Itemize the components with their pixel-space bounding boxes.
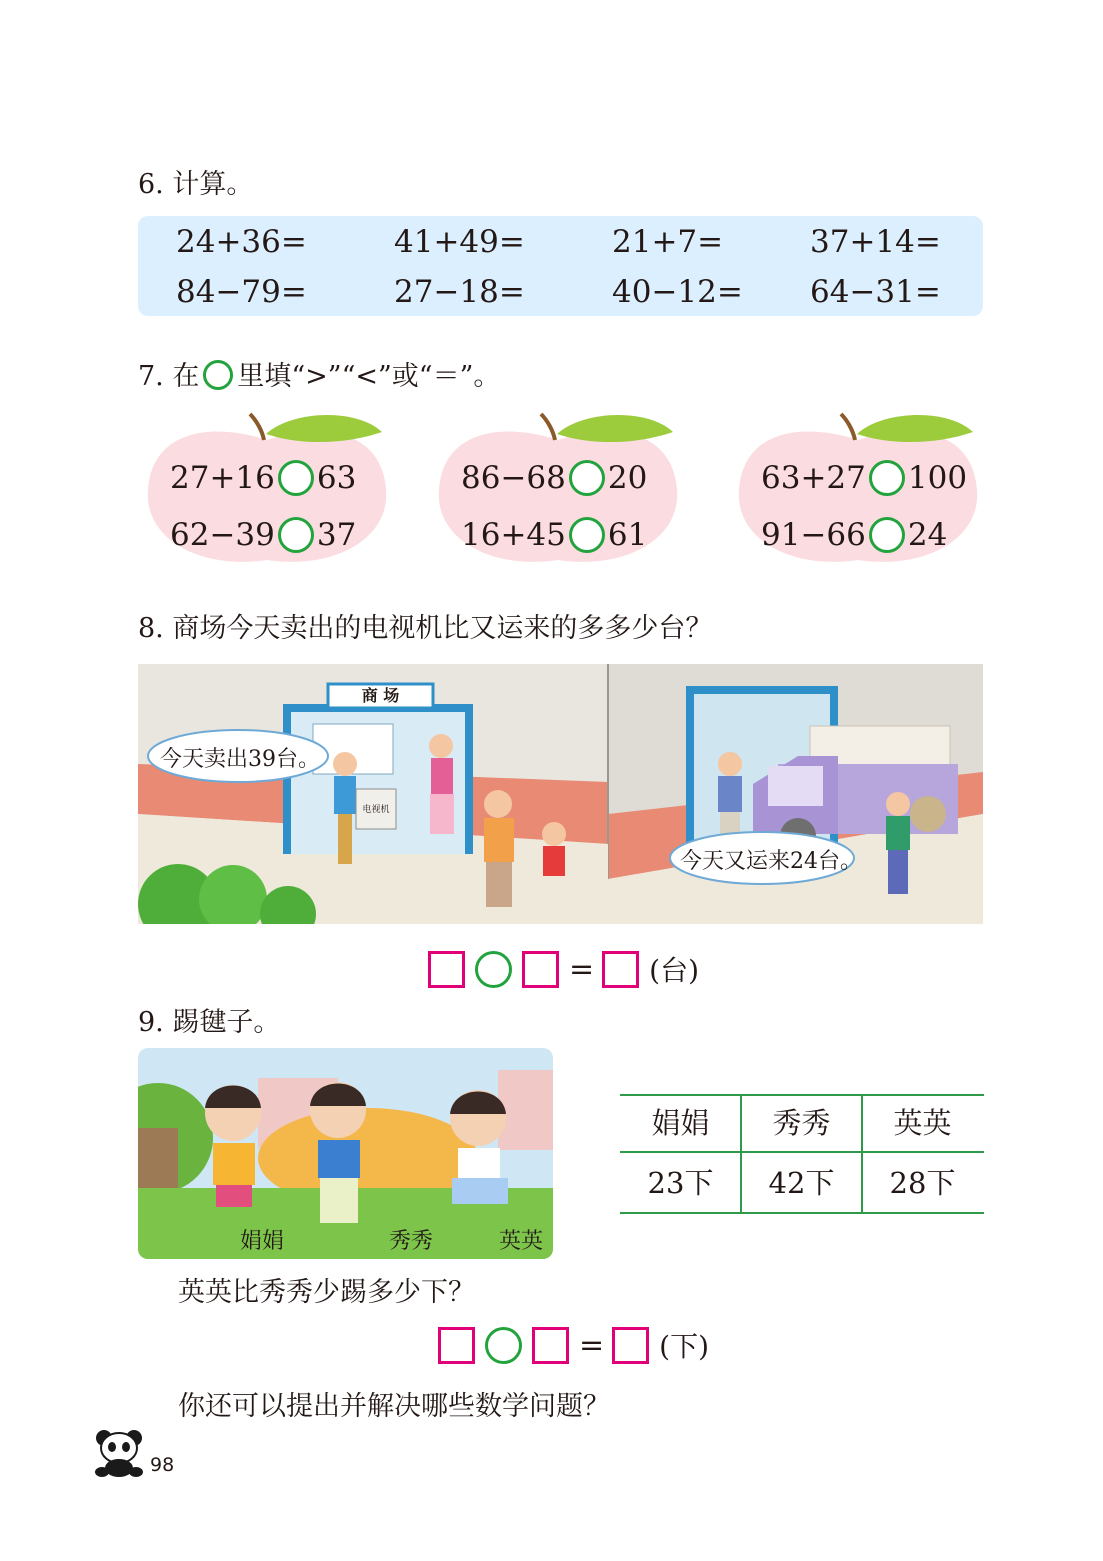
table-header: 秀秀 (772, 1106, 831, 1140)
score-table (620, 1094, 984, 1214)
q7-title-suffix: 里填“>”“<”或“＝”。 (237, 361, 501, 392)
q7-title (138, 360, 500, 394)
expression: 62−39 (170, 517, 275, 553)
calc-item: 41+49= (394, 224, 525, 260)
compare-value: 100 (907, 460, 968, 496)
panda-icon (92, 1428, 148, 1478)
table-cell: 42下 (768, 1166, 835, 1200)
mall-scene-drawing (138, 664, 983, 924)
expression: 63+27 (761, 460, 866, 496)
table-cell: 28下 (889, 1166, 956, 1200)
compare-value: 20 (607, 460, 648, 496)
expression: 91−66 (761, 517, 866, 553)
table-header: 娟娟 (651, 1106, 710, 1140)
compare-value: 61 (607, 517, 648, 553)
answer-box[interactable] (602, 951, 639, 988)
q9-answer-equation (438, 1325, 709, 1365)
q9-title: 9. 踢毽子。 (138, 1007, 281, 1038)
table-cell: 23下 (647, 1166, 714, 1200)
calc-panel (138, 216, 983, 316)
apple-card (142, 410, 392, 570)
unit-label: (下) (659, 1330, 709, 1363)
compare-value: 63 (316, 460, 357, 496)
circle-icon (203, 360, 233, 390)
speech-bubble-delivered: 今天又运来24台。 (680, 849, 862, 874)
unit-label: (台) (649, 954, 699, 987)
calc-item: 21+7= (612, 224, 724, 260)
kid-label: 英英 (499, 1229, 544, 1254)
q6-title: 6. 计算。 (138, 169, 254, 200)
q9-followup: 你还可以提出并解决哪些数学问题？ (178, 1391, 610, 1422)
kid-label: 秀秀 (389, 1229, 434, 1254)
q9-question: 英英比秀秀少踢多少下？ (178, 1277, 475, 1308)
expression: 27+16 (170, 460, 275, 496)
q7-title-prefix: 7. 在 (138, 361, 200, 392)
q8-title: 8. 商场今天卖出的电视机比又运来的多多少台？ (138, 613, 713, 644)
answer-box[interactable] (532, 1327, 569, 1364)
equals-sign: = (569, 951, 595, 987)
compare-value: 37 (316, 517, 357, 553)
calc-item: 84−79= (176, 274, 307, 310)
operator-circle[interactable] (485, 1327, 522, 1364)
equals-sign: = (579, 1327, 605, 1363)
shuttlecock-illustration (138, 1048, 553, 1259)
mall-sign: 商 场 (361, 686, 400, 705)
compare-circle[interactable] (569, 517, 605, 553)
answer-box[interactable] (438, 1327, 475, 1364)
kids-playing-drawing (138, 1048, 553, 1259)
speech-bubble-sold: 今天卖出39台。 (160, 747, 320, 772)
calc-item: 24+36= (176, 224, 307, 260)
calc-item: 40−12= (612, 274, 743, 310)
answer-box[interactable] (522, 951, 559, 988)
calc-item: 37+14= (810, 224, 941, 260)
expression: 86−68 (461, 460, 566, 496)
kid-label: 娟娟 (240, 1229, 285, 1254)
page-number: 98 (150, 1454, 175, 1476)
calc-item: 64−31= (810, 274, 941, 310)
answer-box[interactable] (612, 1327, 649, 1364)
compare-circle[interactable] (569, 460, 605, 496)
compare-circle[interactable] (869, 460, 905, 496)
apple-card (733, 410, 983, 570)
compare-value: 24 (907, 517, 948, 553)
q8-answer-equation (428, 949, 699, 989)
calc-item: 27−18= (394, 274, 525, 310)
table-header: 英英 (893, 1106, 952, 1140)
mall-illustration (138, 664, 983, 924)
compare-circle[interactable] (869, 517, 905, 553)
compare-circle[interactable] (278, 460, 314, 496)
tv-box-label: 电视机 (362, 805, 390, 815)
expression: 16+45 (461, 517, 566, 553)
answer-box[interactable] (428, 951, 465, 988)
apple-card (433, 410, 683, 570)
compare-circle[interactable] (278, 517, 314, 553)
operator-circle[interactable] (475, 951, 512, 988)
